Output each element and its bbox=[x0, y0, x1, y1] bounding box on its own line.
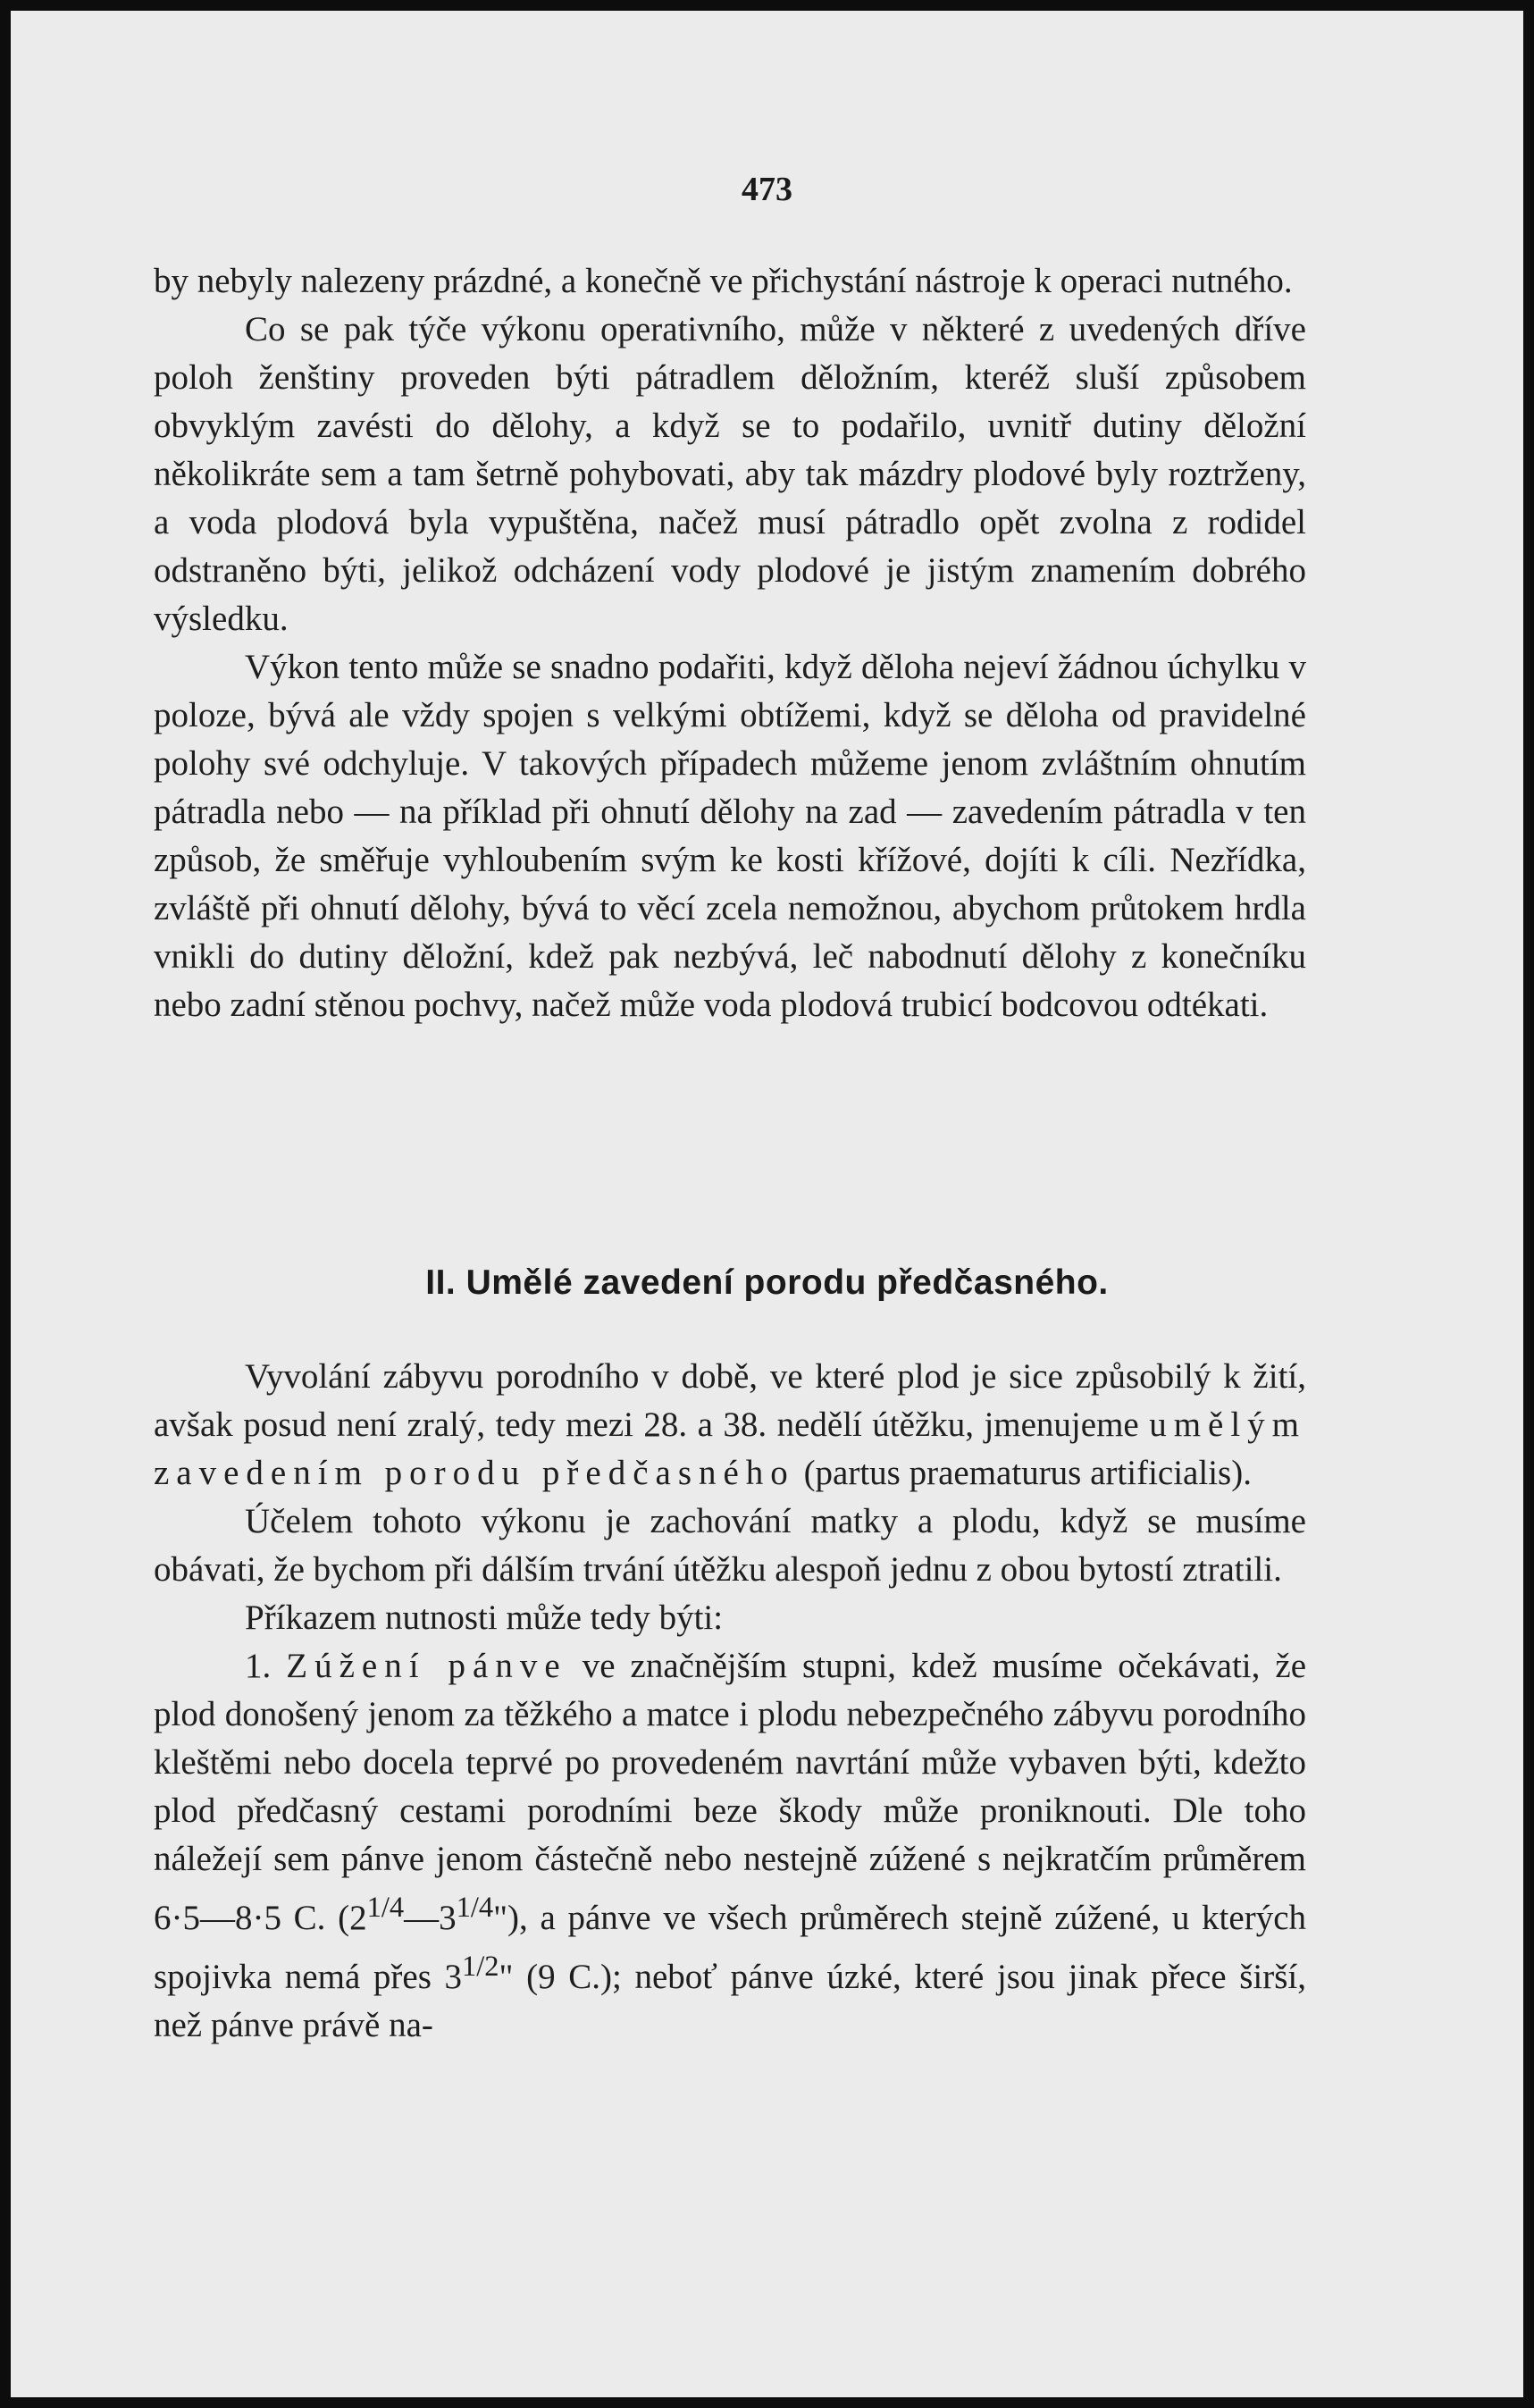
paragraph-indications: Příkazem nutnosti může tedy býti: bbox=[245, 1598, 724, 1637]
list-item-text-b: —3 bbox=[404, 1899, 457, 1937]
fraction-2: 1/4 bbox=[456, 1892, 494, 1924]
definition-text-after: (partus praematurus artificialis). bbox=[803, 1454, 1252, 1492]
list-item-term: Zúžení pánve bbox=[286, 1647, 567, 1685]
page-number: 473 bbox=[742, 171, 792, 208]
list-item-text-c: "), a pánve ve všech průměrech stejně zúžené, u kterých spojivka nemá přes 3 bbox=[154, 1899, 1306, 1996]
fraction-3: 1/2 bbox=[462, 1951, 499, 1983]
paragraph-purpose: Účelem tohoto výkonu je zachování matky a plodu, když se musíme obávati, že bychom při dálším trvání útěžku alespoň jednu z obou bytostí ztratili. bbox=[154, 1502, 1306, 1589]
list-item-1 bbox=[154, 1642, 1306, 2050]
section-1-text bbox=[154, 257, 1306, 1029]
list-item-text-d: " (9 C.); neboť pánve úzké, které jsou jinak přece širší, než pánve právě na- bbox=[154, 1958, 1307, 2044]
fraction-1: 1/4 bbox=[366, 1892, 405, 1924]
list-item-number: 1. bbox=[245, 1647, 272, 1685]
section-heading: II. Umělé zavedení porodu předčasného. bbox=[425, 1263, 1109, 1302]
document-page bbox=[11, 11, 1523, 2397]
paragraph-continuation: by nebyly nalezeny prázdné, a konečně ve přichystání nástroje k operaci nutného. bbox=[154, 262, 1293, 300]
paragraph-complications: Výkon tento může se snadno podařiti, když děloha nejeví žádnou úchylku v poloze, bývá ale vždy spojen s velkými obtížemi, když se děloha od pravidelné polohy své odchyluje. V takových případech můžeme jenom zvláštním ohnutím pátradla nebo — na příklad při ohnutí dělohy na zad — zavedením pátradla v ten způsob, že směřuje vyhloubením svým ke kosti křížové, dojíti k cíli. Nezřídka, zvláště při ohnutí dělohy, bývá to věcí zcela nemožnou, abychom průtokem hrdla vnikli do dutiny děložní, kdež pak nezbývá, leč nabodnutí dělohy z konečníku nebo zadní stěnou pochvy, načež může voda plodová trubicí bodcovou odtékati. bbox=[154, 648, 1306, 1024]
paragraph-definition bbox=[154, 1353, 1306, 1498]
definition-text-before: Vyvolání zábyvu porodního v době, ve které plod je sice způsobilý k žití, avšak posud není zralý, tedy mezi 28. a 38. nedělí útěžku, jmenujeme bbox=[154, 1357, 1306, 1444]
section-2-text bbox=[154, 1353, 1306, 2050]
definition-term: umělým zavedením porodu předčasného bbox=[154, 1405, 1307, 1492]
list-item-text-a: ve značnějším stupni, kdež musíme očekávati, že plod donošený jenom za těžkého a matce i plodu nebezpečného zábyvu porodního kleštěmi nebo docela teprvé po provedeném navrtání může vybaven býti, kdežto plod předčasný cestami porodními beze škody může proniknouti. Dle toho náležejí sem pánve jenom částečně nebo nestejně zúžené s nejkratčím průměrem 6·5—8·5 C. (2 bbox=[154, 1647, 1307, 1937]
paragraph-operative: Co se pak týče výkonu operativního, může v některé z uvedených dříve poloh ženštiny proveden býti pátradlem děložním, kteréž sluší způsobem obvyklým zavésti do dělohy, a když se to podařilo, uvnitř dutiny děložní několikráte sem a tam šetrně pohybovati, aby tak mázdry plodové byly roztrženy, a voda plodová byla vypuštěna, načež musí pátradlo opět zvolna z rodidel odstraněno býti, jelikož odcházení vody plodové je jistým znamením dobrého výsledku. bbox=[154, 310, 1306, 638]
